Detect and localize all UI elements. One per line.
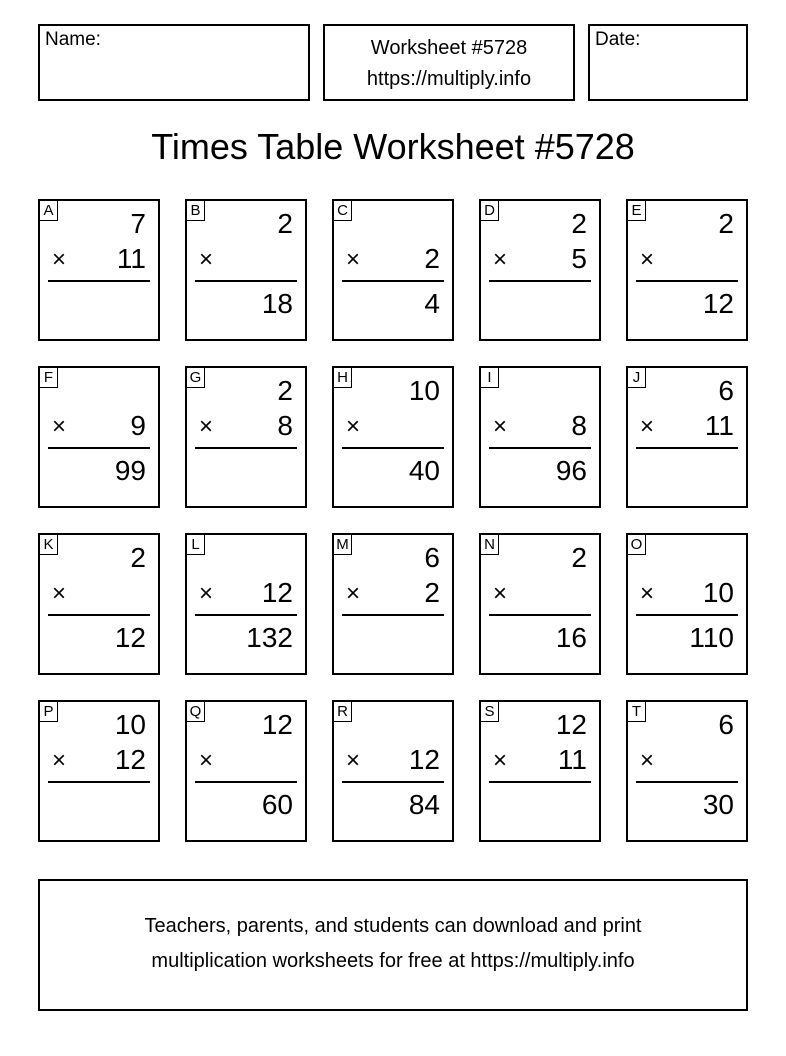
problem-second-number: 12 — [261, 577, 293, 608]
times-sign: × — [346, 246, 361, 273]
times-sign: × — [640, 413, 655, 440]
times-sign: × — [493, 246, 508, 273]
problem-top-number: 2 — [130, 542, 146, 573]
problem-answer: 12 — [702, 288, 734, 319]
worksheet-url: https://multiply.info — [366, 68, 532, 90]
problem-letter: M — [334, 535, 352, 555]
answer-line — [636, 614, 738, 616]
problem-letter: H — [334, 368, 352, 388]
problem-answer: 84 — [408, 789, 440, 820]
problem-second-number: 11 — [557, 744, 587, 775]
times-sign: × — [346, 747, 361, 774]
problem-card — [185, 533, 307, 675]
answer-line — [48, 614, 150, 616]
problem-card — [332, 533, 454, 675]
times-sign: × — [199, 580, 214, 607]
problem-second-number: 8 — [571, 410, 587, 441]
times-sign: × — [640, 747, 655, 774]
problem-letter: E — [628, 201, 646, 221]
problem-answer: 12 — [114, 622, 146, 653]
footer-line-1: Teachers, parents, and students can download and print — [144, 915, 642, 937]
problem-letter: P — [40, 702, 58, 722]
problem-card — [626, 199, 748, 341]
times-sign: × — [493, 580, 508, 607]
times-sign: × — [199, 246, 214, 273]
answer-line — [489, 447, 591, 449]
problem-second-number: 2 — [424, 577, 440, 608]
problem-second-number: 8 — [277, 410, 293, 441]
problem-card — [332, 366, 454, 508]
answer-line — [195, 447, 297, 449]
problem-letter: G — [187, 368, 205, 388]
answer-line — [195, 781, 297, 783]
problem-answer: 99 — [114, 455, 146, 486]
problem-card — [626, 533, 748, 675]
problem-card — [332, 700, 454, 842]
problem-top-number: 12 — [555, 709, 587, 740]
problem-answer: 16 — [555, 622, 587, 653]
problem-card — [38, 700, 160, 842]
name-box — [38, 24, 310, 101]
name-label: Name: — [45, 29, 101, 50]
problem-letter: D — [481, 201, 499, 221]
problem-second-number: 11 — [116, 243, 146, 274]
problem-letter: S — [481, 702, 499, 722]
problem-letter: R — [334, 702, 352, 722]
problem-second-number: 5 — [571, 243, 587, 274]
date-label: Date: — [595, 29, 641, 50]
times-sign: × — [199, 413, 214, 440]
problem-top-number: 12 — [261, 709, 293, 740]
times-sign: × — [493, 747, 508, 774]
problem-top-number: 7 — [130, 208, 146, 239]
worksheet-id-box — [323, 24, 575, 101]
problem-answer: 40 — [408, 455, 440, 486]
times-sign: × — [199, 747, 214, 774]
problem-second-number: 12 — [114, 744, 146, 775]
problem-card — [479, 366, 601, 508]
answer-line — [342, 447, 444, 449]
problem-card — [185, 366, 307, 508]
problem-card — [479, 533, 601, 675]
problem-letter: T — [628, 702, 646, 722]
problem-letter: N — [481, 535, 499, 555]
problem-top-number: 2 — [718, 208, 734, 239]
answer-line — [636, 280, 738, 282]
times-sign: × — [493, 413, 508, 440]
problem-letter: J — [628, 368, 646, 388]
problem-top-number: 6 — [424, 542, 440, 573]
times-sign: × — [52, 747, 67, 774]
problem-answer: 96 — [555, 455, 587, 486]
answer-line — [195, 280, 297, 282]
answer-line — [48, 280, 150, 282]
problem-letter: I — [481, 368, 499, 388]
times-sign: × — [346, 413, 361, 440]
problem-letter: L — [187, 535, 205, 555]
problem-top-number: 2 — [571, 208, 587, 239]
problem-answer: 4 — [424, 288, 440, 319]
problem-card — [185, 199, 307, 341]
problem-letter: F — [40, 368, 58, 388]
problem-second-number: 2 — [424, 243, 440, 274]
problem-letter: B — [187, 201, 205, 221]
times-sign: × — [640, 246, 655, 273]
problem-top-number: 10 — [114, 709, 146, 740]
answer-line — [342, 614, 444, 616]
answer-line — [489, 280, 591, 282]
answer-line — [489, 781, 591, 783]
problem-answer: 110 — [689, 622, 734, 653]
problem-second-number: 10 — [702, 577, 734, 608]
problem-card — [332, 199, 454, 341]
problem-card — [626, 700, 748, 842]
problem-second-number: 12 — [408, 744, 440, 775]
answer-line — [489, 614, 591, 616]
problem-top-number: 6 — [718, 709, 734, 740]
problem-top-number: 2 — [277, 208, 293, 239]
page-title: Times Table Worksheet #5728 — [151, 126, 635, 167]
problem-top-number: 2 — [571, 542, 587, 573]
problem-card — [38, 199, 160, 341]
problem-card — [185, 700, 307, 842]
problem-card — [626, 366, 748, 508]
problem-top-number: 10 — [408, 375, 440, 406]
times-sign: × — [346, 580, 361, 607]
footer-box — [38, 879, 748, 1011]
problem-second-number: 11 — [704, 410, 734, 441]
problem-top-number: 6 — [718, 375, 734, 406]
problem-top-number: 2 — [277, 375, 293, 406]
answer-line — [636, 447, 738, 449]
worksheet-number: Worksheet #5728 — [370, 37, 528, 59]
footer-line-2: multiplication worksheets for free at https://multiply.info — [151, 950, 635, 972]
problem-card — [38, 533, 160, 675]
times-sign: × — [52, 246, 67, 273]
answer-line — [48, 447, 150, 449]
problem-answer: 30 — [702, 789, 734, 820]
answer-line — [48, 781, 150, 783]
problem-answer: 132 — [246, 622, 293, 653]
problem-card — [479, 199, 601, 341]
answer-line — [342, 280, 444, 282]
problem-letter: K — [40, 535, 58, 555]
problem-letter: Q — [187, 702, 205, 722]
problem-letter: O — [628, 535, 646, 555]
times-sign: × — [52, 580, 67, 607]
answer-line — [636, 781, 738, 783]
problem-answer: 60 — [261, 789, 293, 820]
problem-letter: A — [40, 201, 58, 221]
problem-card — [479, 700, 601, 842]
times-sign: × — [640, 580, 655, 607]
problem-letter: C — [334, 201, 352, 221]
times-sign: × — [52, 413, 67, 440]
problem-card — [38, 366, 160, 508]
date-box — [588, 24, 748, 101]
answer-line — [342, 781, 444, 783]
answer-line — [195, 614, 297, 616]
problem-answer: 18 — [261, 288, 293, 319]
problem-second-number: 9 — [130, 410, 146, 441]
